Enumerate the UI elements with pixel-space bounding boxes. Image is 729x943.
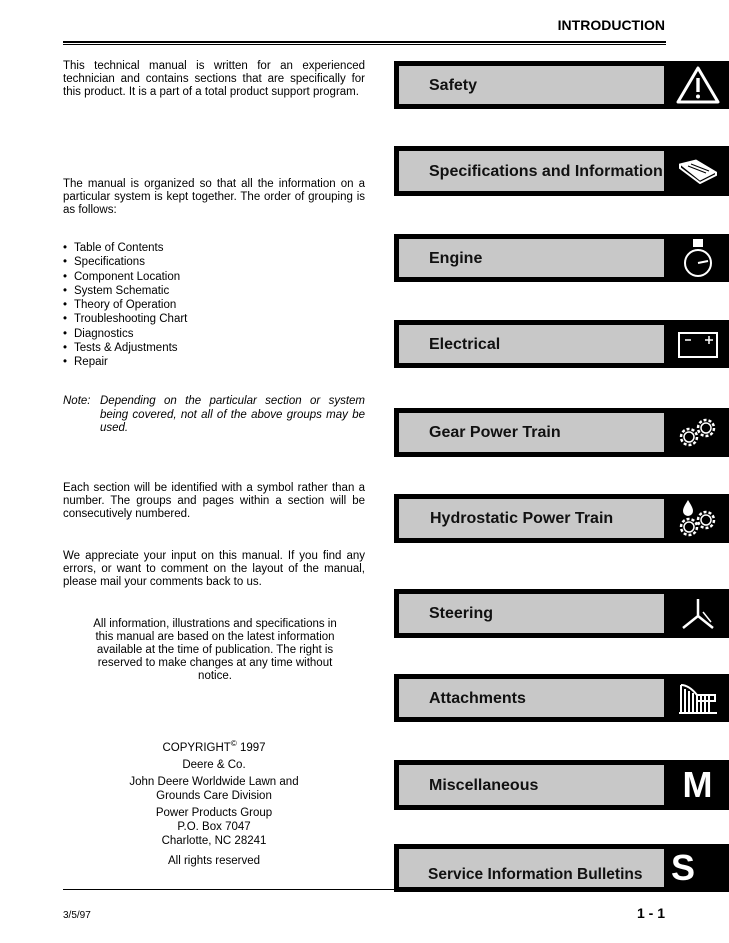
rights-line: All rights reserved bbox=[167, 854, 261, 867]
section-label: Safety bbox=[429, 76, 478, 94]
section-label: Gear Power Train bbox=[429, 424, 561, 441]
section-label: Attachments bbox=[429, 689, 526, 707]
section-label: Service Information Bulletins bbox=[428, 866, 643, 883]
list-item: • Theory of Operation bbox=[63, 298, 187, 312]
header-rule-thin bbox=[63, 44, 666, 45]
list-item: • System Schematic bbox=[63, 284, 187, 298]
footer-date: 3/5/97 bbox=[63, 910, 91, 921]
copyright-line: COPYRIGHT© 1997 bbox=[162, 739, 266, 754]
division-line-2: Grounds Care Division bbox=[156, 789, 272, 802]
section-tab-electrical[interactable] bbox=[394, 320, 729, 368]
note bbox=[63, 395, 365, 434]
page-number: 1 - 1 bbox=[636, 905, 665, 921]
list-item: • Repair bbox=[63, 355, 187, 369]
gears-icon bbox=[669, 411, 726, 454]
section-label: Electrical bbox=[429, 335, 501, 353]
list-item: • Table of Contents bbox=[63, 241, 187, 255]
book-icon bbox=[669, 149, 726, 193]
organization-paragraph: The manual is organized so that all the information on a particular system is kept together. The order of grouping is as follows: bbox=[63, 178, 365, 216]
section-tab-engine[interactable] bbox=[394, 234, 729, 282]
disclaimer: All information, illustrations and specifications in this manual are based on the latest information available at the time of publication. The right is reserved to make changes at any time without notice. bbox=[93, 618, 337, 682]
company-name: Deere & Co. bbox=[182, 758, 246, 771]
group-name: Power Products Group bbox=[155, 806, 273, 819]
warning-triangle-icon bbox=[669, 64, 726, 106]
header-rule bbox=[63, 41, 666, 43]
list-item: • Component Location bbox=[63, 270, 187, 284]
section-tab-miscellaneous[interactable] bbox=[394, 760, 729, 810]
battery-icon bbox=[669, 323, 726, 365]
steering-icon bbox=[669, 592, 726, 635]
city-line: Charlotte, NC 28241 bbox=[161, 834, 267, 847]
list-item: • Troubleshooting Chart bbox=[63, 312, 187, 326]
section-label: Hydrostatic Power Train bbox=[430, 510, 614, 527]
section-label: Engine bbox=[429, 249, 483, 267]
section-label: Specifications and Information bbox=[429, 162, 663, 180]
copyright-block bbox=[100, 737, 328, 868]
section-tab-gear-power-train[interactable] bbox=[394, 408, 729, 457]
division-line-1: John Deere Worldwide Lawn and bbox=[129, 775, 299, 788]
section-label: Steering bbox=[429, 605, 494, 622]
intro-paragraph: This technical manual is written for an experienced technician and contains sections that are specifically for this product. It is a part of a total product support program. bbox=[63, 60, 365, 98]
letter-s-icon: S bbox=[671, 847, 696, 888]
section-tab-steering[interactable] bbox=[394, 589, 729, 638]
footer-rule bbox=[63, 889, 395, 890]
page-header-title: INTRODUCTION bbox=[557, 17, 665, 33]
fluid-gears-icon bbox=[669, 497, 726, 540]
note-label: Note: bbox=[63, 395, 91, 407]
section-symbol-paragraph: Each section will be identified with a symbol rather than a number. The groups and pages within a section will be consecutively numbered. bbox=[63, 482, 365, 520]
gauge-icon bbox=[669, 237, 726, 279]
attachment-icon bbox=[669, 677, 726, 719]
note-text: Depending on the particular section or system being covered, not all of the above groups may be used. bbox=[100, 395, 365, 434]
section-label: Miscellaneous bbox=[429, 776, 539, 794]
grouping-list bbox=[63, 241, 187, 370]
section-tab-hydrostatic-power-train[interactable] bbox=[394, 494, 729, 543]
section-tab-attachments[interactable] bbox=[394, 674, 729, 722]
po-box: P.O. Box 7047 bbox=[177, 820, 251, 833]
section-tab-service-bulletins[interactable] bbox=[394, 844, 729, 892]
list-item: • Diagnostics bbox=[63, 327, 187, 341]
letter-m-icon: M bbox=[682, 764, 713, 805]
section-tab-safety[interactable] bbox=[394, 61, 729, 109]
feedback-paragraph: We appreciate your input on this manual. If you find any errors, or want to comment on the layout of the manual, please mail your comments back to us. bbox=[63, 550, 365, 588]
list-item: • Specifications bbox=[63, 255, 187, 269]
section-tab-specifications[interactable] bbox=[394, 146, 729, 196]
list-item: • Tests & Adjustments bbox=[63, 341, 187, 355]
